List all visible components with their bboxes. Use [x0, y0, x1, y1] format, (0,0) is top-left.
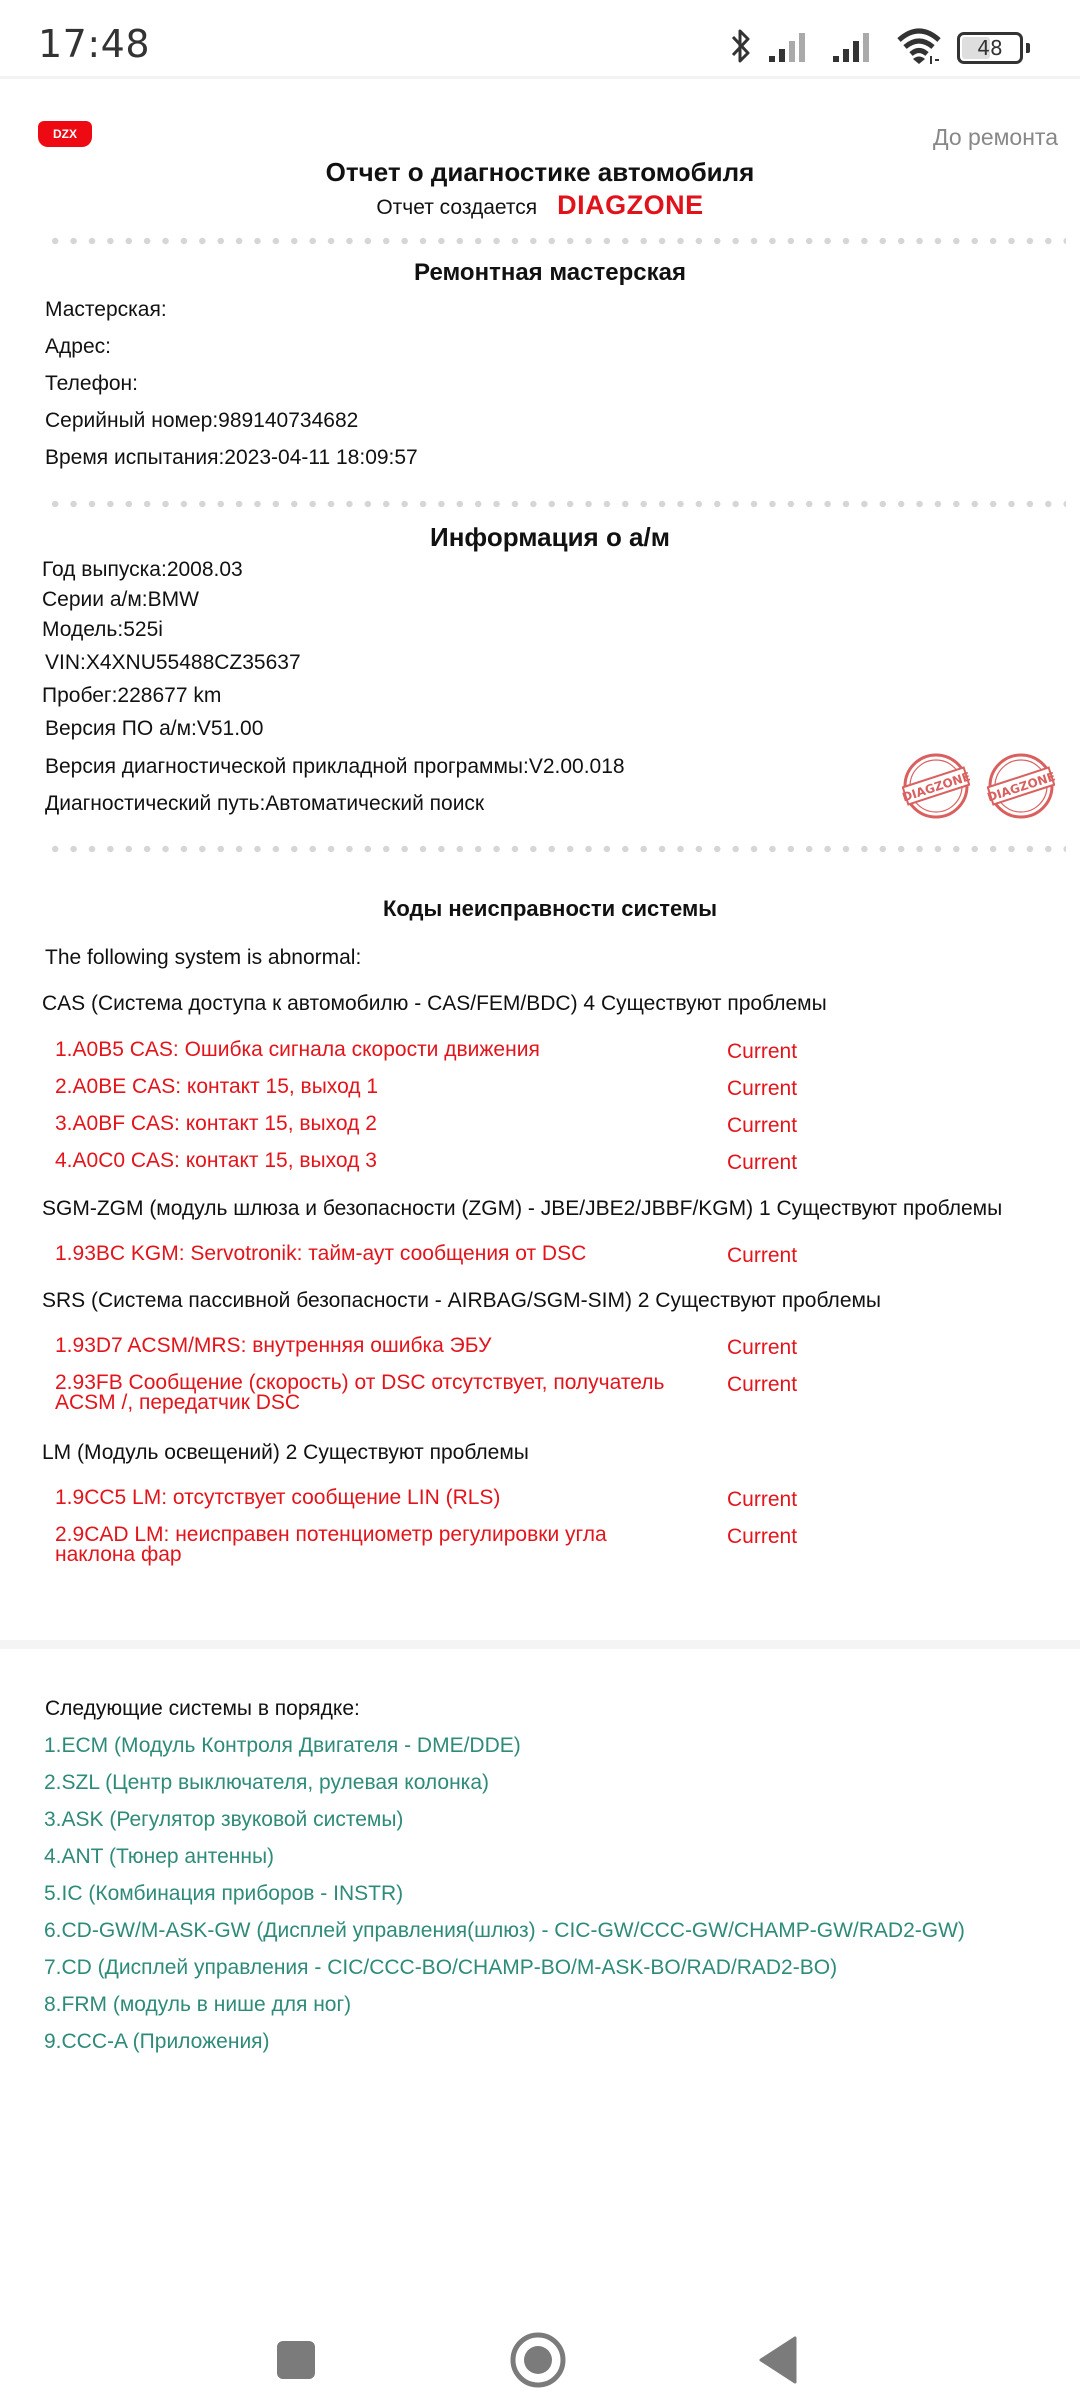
- signal-icon: [831, 29, 881, 68]
- ok-systems-title: Следующие системы в порядке:: [45, 1697, 360, 1720]
- navigation-bar: [0, 2300, 1080, 2408]
- ok-system-item[interactable]: 7.CD (Дисплей управления - CIC/CCC-BO/CHAMP-BO/M-ASK-BO/RAD/RAD2-BO): [44, 1956, 838, 1979]
- workshop-section-title: Ремонтная мастерская: [414, 259, 686, 286]
- report-title: Отчет о диагностике автомобиля: [325, 157, 755, 187]
- workshop-field: Телефон:: [45, 372, 138, 395]
- vehicle-field: Версия диагностической прикладной программы:V2.00.018: [45, 755, 625, 778]
- dotted-divider: [46, 500, 1066, 508]
- dzx-logo-badge: DZX: [38, 121, 92, 147]
- created-by-label: Отчет создается: [376, 196, 538, 219]
- faults-intro: The following system is abnormal:: [45, 946, 362, 969]
- home-icon: [509, 2331, 567, 2394]
- status-icons: [729, 26, 1030, 70]
- ok-system-item[interactable]: 6.CD-GW/M-ASK-GW (Дисплей управления(шлюз) - CIC-GW/CCC-GW/CHAMP-GW/RAD2-GW): [44, 1919, 965, 1942]
- vehicle-field: VIN:X4XNU55488CZ35637: [45, 651, 301, 674]
- battery-icon: [957, 32, 1030, 64]
- section-separator: [0, 1640, 1080, 1649]
- ok-system-item[interactable]: 2.SZL (Центр выключателя, рулевая колонка): [44, 1771, 489, 1794]
- recents-button[interactable]: [256, 2322, 336, 2402]
- fault-code: 1.9CC5 LM: отсутствует сообщение LIN (RLS): [55, 1486, 501, 1509]
- ok-system-item[interactable]: 9.CCC-A (Приложения): [44, 2030, 270, 2053]
- status-bar: [0, 0, 1080, 76]
- ok-system-item[interactable]: 5.IC (Комбинация приборов - INSTR): [44, 1882, 404, 1905]
- diagzone-stamp-icon: [902, 752, 970, 820]
- fault-code: 1.93BC KGM: Servotronik: тайм-аут сообщения от DSC: [55, 1242, 587, 1265]
- fault-status: Current: [727, 1525, 798, 1548]
- fault-code: 2.9CAD LM: неисправен потенциометр регулировки угла наклона фар: [55, 1523, 607, 1566]
- vehicle-field: Пробег:228677 km: [42, 684, 222, 707]
- fault-code: 1.93D7 ACSM/MRS: внутренняя ошибка ЭБУ: [55, 1334, 492, 1357]
- vehicle-field: Диагностический путь:Автоматический поиск: [45, 792, 485, 815]
- brand-name: DIAGZONE: [557, 190, 704, 220]
- fault-status: Current: [727, 1114, 798, 1137]
- faults-section-title: Коды неисправности системы: [382, 896, 718, 921]
- fault-status: Current: [727, 1244, 798, 1267]
- fault-code: 2.93FB Сообщение (скорость) от DSC отсутствует, получатель ACSM /, передатчик DSC: [55, 1371, 665, 1414]
- fault-status: Current: [727, 1336, 798, 1359]
- battery-tip: [1026, 43, 1030, 53]
- fault-code: 2.A0BE CAS: контакт 15, выход 1: [55, 1075, 379, 1098]
- ok-system-item[interactable]: 8.FRM (модуль в нише для ног): [44, 1993, 352, 2016]
- fault-status: Current: [727, 1488, 798, 1511]
- fault-status: Current: [727, 1151, 798, 1174]
- workshop-field: Мастерская:: [45, 298, 167, 321]
- fault-status: Current: [727, 1373, 798, 1396]
- workshop-field: Серийный номер:989140734682: [45, 409, 359, 432]
- bluetooth-icon: [729, 26, 753, 71]
- ok-system-item[interactable]: 1.ECM (Модуль Контроля Двигателя - DME/DDE): [44, 1734, 521, 1757]
- fault-status: Current: [727, 1040, 798, 1063]
- before-repair-label[interactable]: До ремонта: [933, 124, 1058, 150]
- diagzone-stamp-icon: [987, 752, 1055, 820]
- signal-icon: [767, 29, 817, 68]
- workshop-field: Адрес:: [45, 335, 111, 358]
- fault-status: Current: [727, 1077, 798, 1100]
- fault-code: 3.A0BF CAS: контакт 15, выход 2: [55, 1112, 377, 1135]
- vehicle-section-title: Информация о а/м: [430, 522, 670, 552]
- ok-system-item[interactable]: 3.ASK (Регулятор звуковой системы): [44, 1808, 404, 1831]
- battery-level: 48: [977, 36, 1003, 60]
- fault-code: 4.A0C0 CAS: контакт 15, выход 3: [55, 1149, 377, 1172]
- back-button[interactable]: [738, 2322, 818, 2402]
- report-created-by: [0, 190, 1080, 221]
- back-icon: [757, 2335, 799, 2390]
- battery-indicator: [957, 32, 1023, 64]
- dotted-divider: [46, 845, 1066, 853]
- fault-system-name: SRS (Система пассивной безопасности - AIRBAG/SGM-SIM) 2 Существуют проблемы: [42, 1289, 882, 1312]
- recents-icon: [275, 2339, 317, 2386]
- fault-system-name: SGM-ZGM (модуль шлюза и безопасности (ZGM) - JBE/JBE2/JBBF/KGM) 1 Существуют проблемы: [42, 1197, 1003, 1220]
- fault-code: 1.A0B5 CAS: Ошибка сигнала скорости движения: [55, 1038, 540, 1061]
- stamp-text: DIAGZONE: [987, 769, 1055, 805]
- fault-system-name: LM (Модуль освещений) 2 Существуют проблемы: [42, 1441, 529, 1464]
- vehicle-field: Год выпуска:2008.03: [42, 558, 243, 581]
- fault-system-name: CAS (Система доступа к автомобилю - CAS/FEM/BDC) 4 Существуют проблемы: [42, 992, 827, 1015]
- vehicle-field: Серии а/м:BMW: [42, 588, 199, 611]
- status-time: 17:48: [38, 22, 151, 66]
- vehicle-field: Модель:525i: [42, 618, 163, 641]
- wifi-icon: [895, 26, 943, 71]
- workshop-field: Время испытания:2023-04-11 18:09:57: [45, 446, 418, 469]
- home-button[interactable]: [498, 2322, 578, 2402]
- ok-system-item[interactable]: 4.ANT (Тюнер антенны): [44, 1845, 275, 1868]
- status-separator: [0, 76, 1080, 79]
- stamp-text: DIAGZONE: [902, 769, 970, 805]
- vehicle-field: Версия ПО а/м:V51.00: [45, 717, 264, 740]
- dotted-divider: [46, 237, 1066, 245]
